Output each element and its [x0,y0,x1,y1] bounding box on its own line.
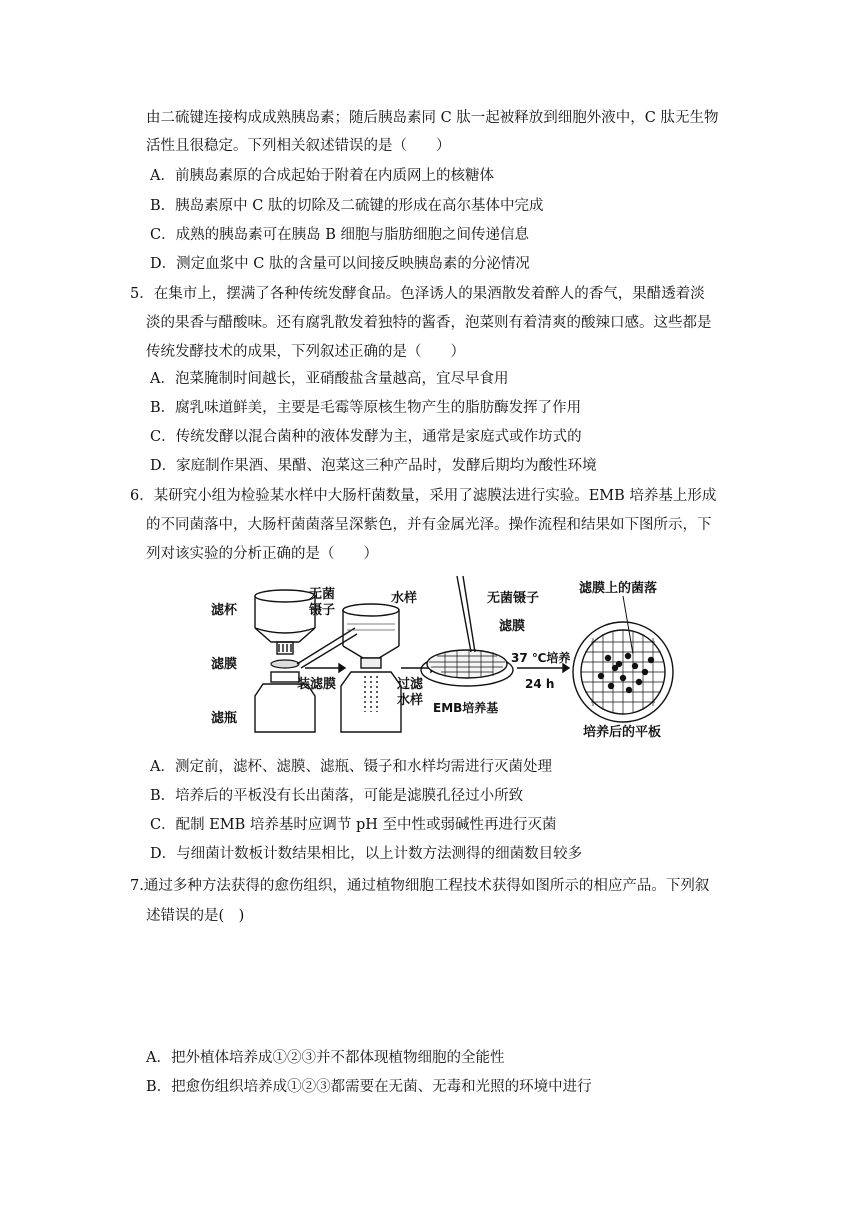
label-flask: 滤瓶 [211,711,238,726]
q4-option-b: B．胰岛素原中 C 肽的切除及二硫键的形成在高尔基体中完成 [150,198,544,214]
label-emb-medium: EMB培养基 [433,701,499,715]
q5-option-c: C．传统发酵以混合菌种的液体发酵为主，通常是家庭式或作坊式的 [150,429,582,445]
colony-pointer-line [623,596,633,654]
q4-option-c: C．成熟的胰岛素可在胰岛 B 细胞与脂肪细胞之间传递信息 [150,227,529,243]
label-filter-cup: 滤杯 [211,603,238,618]
q6-stem-line3: 列对该实验的分析正确的是（ ） [146,546,378,562]
q4-stem-line2: 活性且很稳定。下列相关叙述错误的是（ ） [146,138,451,154]
label-plate: 培养后的平板 [583,725,662,740]
label-membrane-2: 滤膜 [499,619,526,634]
q5-stem-line2: 淡的果香与醋酸味。还有腐乳散发着独特的酱香，泡菜则有着清爽的酸辣口感。这些都是 [146,315,712,331]
q7-option-a: A．把外植体培养成①②③并不都体现植物细胞的全能性 [146,1050,505,1066]
q5-option-b: B．腐乳味道鲜美，主要是毛霉等原核生物产生的脂肪酶发挥了作用 [150,400,582,416]
label-membrane: 滤膜 [211,657,238,672]
label-filter-2: 水样 [397,693,424,708]
q5-option-a: A．泡菜腌制时间越长，亚硝酸盐含量越高，宜尽早食用 [150,371,509,387]
filter-cup-icon [255,590,315,654]
result-plate-icon [573,622,673,722]
membrane-filtration-diagram [205,572,675,740]
label-filter-1: 过滤 [397,677,424,692]
q6-option-b: B．培养后的平板没有长出菌落，可能是滤膜孔径过小所致 [150,788,524,804]
q7-stem-line2: 述错误的是( ) [146,908,245,924]
colony-dots [598,653,654,693]
label-tweezers-2: 无菌镊子 [487,591,540,606]
label-water-sample: 水样 [391,591,418,606]
label-colonies: 滤膜上的菌落 [579,581,658,596]
membrane-filtration-figure [205,572,675,740]
assembled-filter-icon [341,604,401,732]
q5-stem-line1: 5．在集市上，摆满了各种传统发酵食品。色泽诱人的果酒散发着醉人的香气，果醋透着淡 [130,286,705,302]
label-load-membrane: 装滤膜 [297,677,337,692]
label-tweezers-a: 无菌 [309,587,336,602]
label-tweezers-b: 镊子 [309,603,336,618]
label-culture-temp: 37 ℃培养 [511,651,571,665]
tweezers-icon [297,628,357,668]
q4-stem-line1: 由二硫键连接构成成熟胰岛素；随后胰岛素同 C 肽一起被释放到细胞外液中，C 肽无生物 [146,110,719,126]
q6-stem-line1: 6．某研究小组为检验某水样中大肠杆菌数量，采用了滤膜法进行实验。EMB 培养基上形成 [130,488,717,504]
q4-option-a: A．前胰岛素原的合成起始于附着在内质网上的核糖体 [150,168,494,184]
membrane-disc-icon [271,660,299,668]
q6-option-c: C．配制 EMB 培养基时应调节 pH 至中性或弱碱性再进行灭菌 [150,817,557,833]
q5-option-d: D．家庭制作果酒、果醋、泡菜这三种产品时，发酵后期均为酸性环境 [150,458,597,474]
q6-stem-line2: 的不同菌落中，大肠杆菌菌落呈深紫色，并有金属光泽。操作流程和结果如下图所示，下 [146,517,712,533]
label-culture-time: 24 h [525,677,555,691]
q6-option-a: A．测定前，滤杯、滤膜、滤瓶、镊子和水样均需进行灭菌处理 [150,759,552,775]
q7-option-b: B．把愈伤组织培养成①②③都需要在无菌、无毒和光照的环境中进行 [146,1079,592,1095]
q7-stem-line1: 7.通过多种方法获得的愈伤组织，通过植物细胞工程技术获得如图所示的相应产品。下列叙 [130,878,710,894]
q5-stem-line3: 传统发酵技术的成果，下列叙述正确的是（ ） [146,344,465,360]
q6-option-d: D．与细菌计数板计数结果相比，以上计数方法测得的细菌数目较多 [150,846,583,862]
q4-option-d: D．测定血浆中 C 肽的含量可以间接反映胰岛素的分泌情况 [150,256,530,272]
